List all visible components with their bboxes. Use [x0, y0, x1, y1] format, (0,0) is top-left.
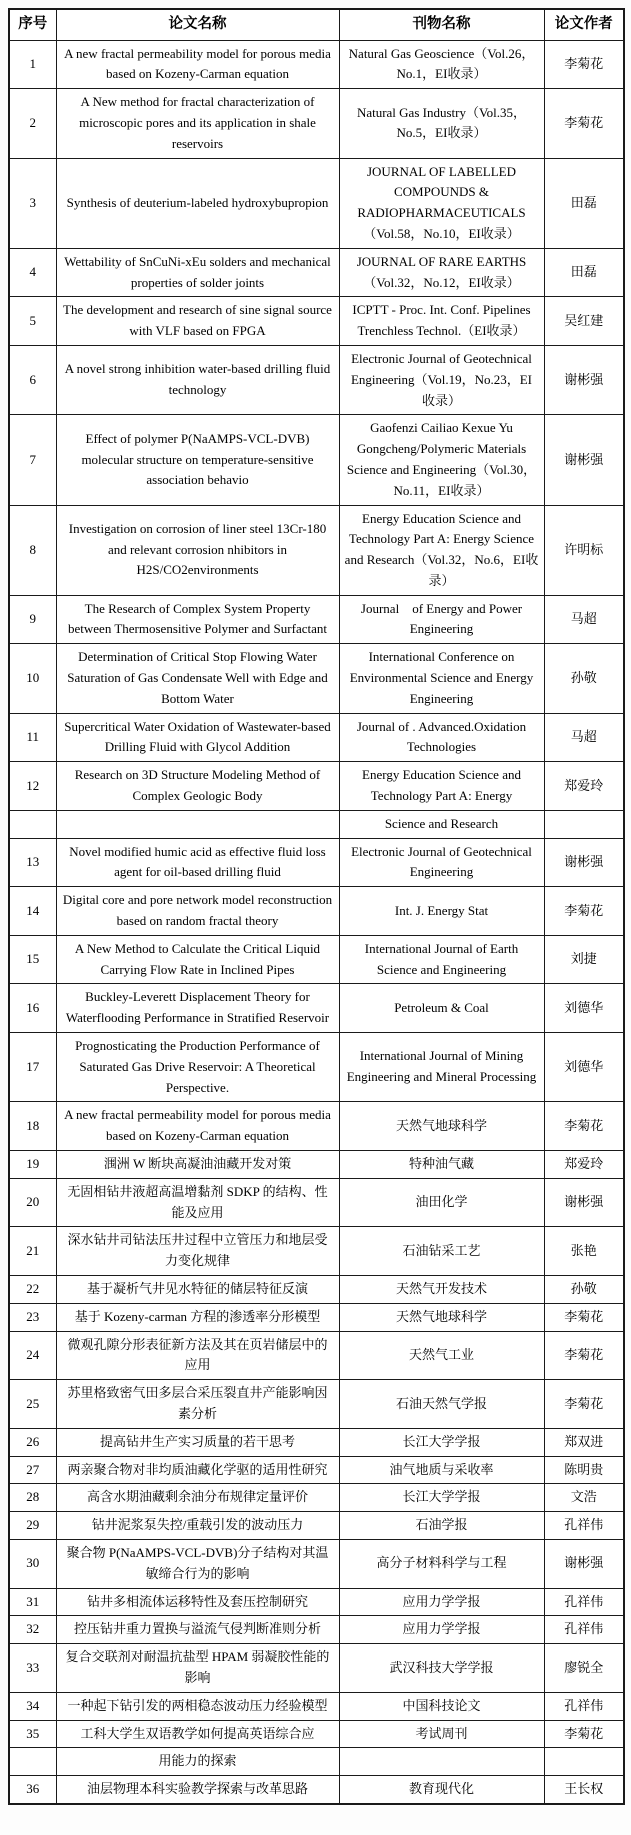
author-cell: 马超	[544, 713, 624, 762]
journal-name-cell: 教育现代化	[339, 1776, 544, 1804]
author-cell: 马超	[544, 595, 624, 644]
table-row	[9, 1178, 624, 1227]
paper-title-cell: Determination of Critical Stop Flowing Water Saturation of Gas Condensate Well with Edge and Bottom Water	[56, 644, 339, 713]
row-number-cell: 5	[9, 297, 56, 346]
journal-name-cell: 油田化学	[339, 1178, 544, 1227]
row-number-cell: 7	[9, 415, 56, 505]
row-number-cell: 30	[9, 1539, 56, 1588]
table-row	[9, 887, 624, 936]
row-number-cell: 34	[9, 1692, 56, 1720]
journal-name-cell: International Journal of Earth Science and Engineering	[339, 935, 544, 984]
journal-name-cell: Science and Research	[339, 810, 544, 838]
journal-name-cell: 应用力学学报	[339, 1616, 544, 1644]
table-row	[9, 345, 624, 414]
header-cell-author: 论文作者	[544, 9, 624, 40]
row-number-cell: 35	[9, 1720, 56, 1748]
row-number-cell: 9	[9, 595, 56, 644]
row-number-cell: 28	[9, 1484, 56, 1512]
row-number-cell: 26	[9, 1428, 56, 1456]
row-number-cell: 31	[9, 1588, 56, 1616]
table-row	[9, 1776, 624, 1804]
paper-title-cell: The Research of Complex System Property between Thermosensitive Polymer and Surfactant	[56, 595, 339, 644]
table-row	[9, 1428, 624, 1456]
author-cell: 谢彬强	[544, 1539, 624, 1588]
paper-title-cell: 微观孔隙分形表征新方法及其在页岩储层中的应用	[56, 1331, 339, 1380]
author-cell: 李菊花	[544, 89, 624, 158]
author-cell: 文浩	[544, 1484, 624, 1512]
journal-name-cell: 中国科技论文	[339, 1692, 544, 1720]
author-cell: 许明标	[544, 505, 624, 595]
author-cell: 刘德华	[544, 984, 624, 1033]
author-cell: 李菊花	[544, 1303, 624, 1331]
journal-name-cell: 石油钻采工艺	[339, 1227, 544, 1276]
row-number-cell: 33	[9, 1644, 56, 1693]
table-row	[9, 415, 624, 505]
journal-name-cell: 长江大学学报	[339, 1428, 544, 1456]
paper-title-cell: 无固相钻井液超高温增黏剂 SDKP 的结构、性能及应用	[56, 1178, 339, 1227]
journal-name-cell: International Conference on Environmental Science and Energy Engineering	[339, 644, 544, 713]
table-row	[9, 1484, 624, 1512]
paper-title-cell: 复合交联剂对耐温抗盐型 HPAM 弱凝胶性能的影响	[56, 1644, 339, 1693]
journal-name-cell: Energy Education Science and Technology Part A: Energy Science and Research（Vol.32，No.6，EI收录）	[339, 505, 544, 595]
header-cell-index: 序号	[9, 9, 56, 40]
journal-name-cell	[339, 1748, 544, 1776]
author-cell: 陈明贵	[544, 1456, 624, 1484]
row-number-cell: 10	[9, 644, 56, 713]
table-row	[9, 1303, 624, 1331]
row-number-cell: 6	[9, 345, 56, 414]
paper-title-cell: 深水钻井司钻法压井过程中立管压力和地层受力变化规律	[56, 1227, 339, 1276]
row-number-cell: 21	[9, 1227, 56, 1276]
journal-name-cell: 武汉科技大学学报	[339, 1644, 544, 1693]
row-number-cell: 27	[9, 1456, 56, 1484]
row-number-cell: 22	[9, 1276, 56, 1304]
paper-title-cell: A New Method to Calculate the Critical Liquid Carrying Flow Rate in Inclined Pipes	[56, 935, 339, 984]
author-cell: 王长权	[544, 1776, 624, 1804]
author-cell: 廖锐全	[544, 1644, 624, 1693]
row-number-cell: 14	[9, 887, 56, 936]
row-number-cell	[9, 810, 56, 838]
table-row	[9, 1692, 624, 1720]
journal-name-cell: Electronic Journal of Geotechnical Engineering	[339, 838, 544, 887]
journal-name-cell: International Journal of Mining Engineering and Mineral Processing	[339, 1033, 544, 1102]
paper-title-cell: 控压钻井重力置换与溢流气侵判断准则分析	[56, 1616, 339, 1644]
row-number-cell: 24	[9, 1331, 56, 1380]
author-cell: 郑双进	[544, 1428, 624, 1456]
journal-name-cell: Electronic Journal of Geotechnical Engineering（Vol.19，No.23，EI收录）	[339, 345, 544, 414]
journal-name-cell: Natural Gas Industry（Vol.35，No.5，EI收录）	[339, 89, 544, 158]
journal-name-cell: 油气地质与采收率	[339, 1456, 544, 1484]
table-row	[9, 1331, 624, 1380]
paper-title-cell: A new fractal permeability model for porous media based on Kozeny-Carman equation	[56, 1102, 339, 1151]
author-cell: 谢彬强	[544, 345, 624, 414]
table-row	[9, 1748, 624, 1776]
row-number-cell: 16	[9, 984, 56, 1033]
paper-title-cell: 涠洲 W 断块高凝油油藏开发对策	[56, 1151, 339, 1179]
author-cell: 李菊花	[544, 887, 624, 936]
journal-name-cell: 长江大学学报	[339, 1484, 544, 1512]
row-number-cell: 17	[9, 1033, 56, 1102]
author-cell: 孔祥伟	[544, 1616, 624, 1644]
table-row	[9, 40, 624, 89]
journal-name-cell: 考试周刊	[339, 1720, 544, 1748]
row-number-cell: 32	[9, 1616, 56, 1644]
table-row	[9, 248, 624, 297]
journal-name-cell: ICPTT - Proc. Int. Conf. Pipelines Trenchless Technol.（EI收录）	[339, 297, 544, 346]
journal-name-cell: Energy Education Science and Technology Part A: Energy	[339, 762, 544, 811]
table-row	[9, 1616, 624, 1644]
row-number-cell	[9, 1748, 56, 1776]
table-row	[9, 838, 624, 887]
author-cell: 田磊	[544, 158, 624, 248]
row-number-cell: 3	[9, 158, 56, 248]
paper-title-cell: Buckley-Leverett Displacement Theory for Waterflooding Performance in Stratified Reservoir	[56, 984, 339, 1033]
paper-title-cell: Investigation on corrosion of liner steel 13Cr-180 and relevant corrosion nhibitors in H2S/CO2environments	[56, 505, 339, 595]
paper-title-cell: 基于 Kozeny-carman 方程的渗透率分形模型	[56, 1303, 339, 1331]
row-number-cell: 23	[9, 1303, 56, 1331]
header-cell-journal: 刊物名称	[339, 9, 544, 40]
journal-name-cell: Petroleum & Coal	[339, 984, 544, 1033]
row-number-cell: 19	[9, 1151, 56, 1179]
author-cell: 谢彬强	[544, 415, 624, 505]
table-row	[9, 158, 624, 248]
paper-title-cell: 基于凝析气井见水特征的储层特征反演	[56, 1276, 339, 1304]
journal-name-cell: Journal of Energy and Power Engineering	[339, 595, 544, 644]
author-cell: 谢彬强	[544, 838, 624, 887]
author-cell: 李菊花	[544, 1720, 624, 1748]
paper-title-cell: Supercritical Water Oxidation of Wastewater-based Drilling Fluid with Glycol Addition	[56, 713, 339, 762]
paper-title-cell: 苏里格致密气田多层合采压裂直井产能影响因素分析	[56, 1380, 339, 1429]
table-row	[9, 595, 624, 644]
author-cell: 孔祥伟	[544, 1692, 624, 1720]
row-number-cell: 18	[9, 1102, 56, 1151]
paper-title-cell: 聚合物 P(NaAMPS-VCL-DVB)分子结构对其温敏缔合行为的影响	[56, 1539, 339, 1588]
author-cell: 孙敬	[544, 1276, 624, 1304]
journal-name-cell: 天然气地球科学	[339, 1102, 544, 1151]
author-cell: 张艳	[544, 1227, 624, 1276]
table-row	[9, 984, 624, 1033]
row-number-cell: 2	[9, 89, 56, 158]
table-header	[9, 9, 624, 40]
journal-name-cell: Journal of . Advanced.Oxidation Technologies	[339, 713, 544, 762]
table-row	[9, 1456, 624, 1484]
table-row	[9, 297, 624, 346]
journal-name-cell: 特种油气藏	[339, 1151, 544, 1179]
table-row	[9, 1539, 624, 1588]
journal-name-cell: 天然气开发技术	[339, 1276, 544, 1304]
author-cell: 李菊花	[544, 1102, 624, 1151]
table-row	[9, 644, 624, 713]
row-number-cell: 12	[9, 762, 56, 811]
table-row	[9, 505, 624, 595]
table-row	[9, 1720, 624, 1748]
table-row	[9, 762, 624, 811]
paper-title-cell: A novel strong inhibition water-based drilling fluid technology	[56, 345, 339, 414]
paper-title-cell: 工科大学生双语教学如何提高英语综合应	[56, 1720, 339, 1748]
table-row	[9, 1380, 624, 1429]
author-cell: 孙敬	[544, 644, 624, 713]
paper-title-cell: A New method for fractal characterization of microscopic pores and its application in shale reservoirs	[56, 89, 339, 158]
paper-title-cell: Research on 3D Structure Modeling Method of Complex Geologic Body	[56, 762, 339, 811]
author-cell: 郑爱玲	[544, 1151, 624, 1179]
journal-name-cell: 天然气地球科学	[339, 1303, 544, 1331]
table-row	[9, 1151, 624, 1179]
row-number-cell: 1	[9, 40, 56, 89]
journal-name-cell: Gaofenzi Cailiao Kexue Yu Gongcheng/Polymeric Materials Science and Engineering（Vol.30，No.11，EI收录）	[339, 415, 544, 505]
table-row	[9, 1588, 624, 1616]
papers-table	[8, 8, 625, 1805]
table-row	[9, 89, 624, 158]
journal-name-cell: 应用力学学报	[339, 1588, 544, 1616]
paper-title-cell: 高含水期油藏剩余油分布规律定量评价	[56, 1484, 339, 1512]
author-cell: 李菊花	[544, 1331, 624, 1380]
table-row	[9, 1102, 624, 1151]
paper-title-cell: Synthesis of deuterium-labeled hydroxybupropion	[56, 158, 339, 248]
paper-title-cell: 钻井泥浆泵失控/重载引发的波动压力	[56, 1512, 339, 1540]
row-number-cell: 29	[9, 1512, 56, 1540]
table-body	[9, 40, 624, 1804]
table-row	[9, 1227, 624, 1276]
author-cell: 孔祥伟	[544, 1588, 624, 1616]
paper-title-cell: 钻井多相流体运移特性及套压控制研究	[56, 1588, 339, 1616]
journal-name-cell: JOURNAL OF RARE EARTHS（Vol.32，No.12，EI收录）	[339, 248, 544, 297]
row-number-cell: 4	[9, 248, 56, 297]
row-number-cell: 15	[9, 935, 56, 984]
table-row	[9, 810, 624, 838]
table-row	[9, 935, 624, 984]
paper-title-cell: The development and research of sine signal source with VLF based on FPGA	[56, 297, 339, 346]
author-cell: 刘德华	[544, 1033, 624, 1102]
paper-title-cell: A new fractal permeability model for porous media based on Kozeny-Carman equation	[56, 40, 339, 89]
row-number-cell: 13	[9, 838, 56, 887]
table-row	[9, 1644, 624, 1693]
paper-title-cell: Novel modified humic acid as effective fluid loss agent for oil-based drilling fluid	[56, 838, 339, 887]
row-number-cell: 11	[9, 713, 56, 762]
paper-title-cell	[56, 810, 339, 838]
paper-title-cell: Digital core and pore network model reconstruction based on random fractal theory	[56, 887, 339, 936]
table-row	[9, 1512, 624, 1540]
journal-name-cell: 天然气工业	[339, 1331, 544, 1380]
table-row	[9, 1033, 624, 1102]
table-row	[9, 1276, 624, 1304]
paper-title-cell: 油层物理本科实验教学探索与改革思路	[56, 1776, 339, 1804]
author-cell	[544, 810, 624, 838]
row-number-cell: 25	[9, 1380, 56, 1429]
paper-title-cell: 用能力的探索	[56, 1748, 339, 1776]
paper-title-cell: 一种起下钻引发的两相稳态波动压力经验模型	[56, 1692, 339, 1720]
journal-name-cell: 石油天然气学报	[339, 1380, 544, 1429]
paper-title-cell: 两亲聚合物对非均质油藏化学驱的适用性研究	[56, 1456, 339, 1484]
author-cell: 郑爱玲	[544, 762, 624, 811]
journal-name-cell: Natural Gas Geoscience（Vol.26，No.1，EI收录）	[339, 40, 544, 89]
paper-title-cell: Wettability of SnCuNi-xEu solders and mechanical properties of solder joints	[56, 248, 339, 297]
journal-name-cell: Int. J. Energy Stat	[339, 887, 544, 936]
row-number-cell: 20	[9, 1178, 56, 1227]
author-cell: 李菊花	[544, 1380, 624, 1429]
table-row	[9, 713, 624, 762]
author-cell: 李菊花	[544, 40, 624, 89]
header-row	[9, 9, 624, 40]
header-cell-title: 论文名称	[56, 9, 339, 40]
row-number-cell: 36	[9, 1776, 56, 1804]
author-cell: 吴红建	[544, 297, 624, 346]
row-number-cell: 8	[9, 505, 56, 595]
paper-title-cell: Effect of polymer P(NaAMPS-VCL-DVB) molecular structure on temperature-sensitive association behavio	[56, 415, 339, 505]
author-cell: 田磊	[544, 248, 624, 297]
author-cell	[544, 1748, 624, 1776]
journal-name-cell: JOURNAL OF LABELLED COMPOUNDS & RADIOPHARMACEUTICALS（Vol.58，No.10，EI收录）	[339, 158, 544, 248]
journal-name-cell: 高分子材料科学与工程	[339, 1539, 544, 1588]
author-cell: 谢彬强	[544, 1178, 624, 1227]
journal-name-cell: 石油学报	[339, 1512, 544, 1540]
author-cell: 刘捷	[544, 935, 624, 984]
paper-title-cell: Prognosticating the Production Performance of Saturated Gas Drive Reservoir: A Theoretical Perspective.	[56, 1033, 339, 1102]
paper-title-cell: 提高钻井生产实习质量的若干思考	[56, 1428, 339, 1456]
author-cell: 孔祥伟	[544, 1512, 624, 1540]
